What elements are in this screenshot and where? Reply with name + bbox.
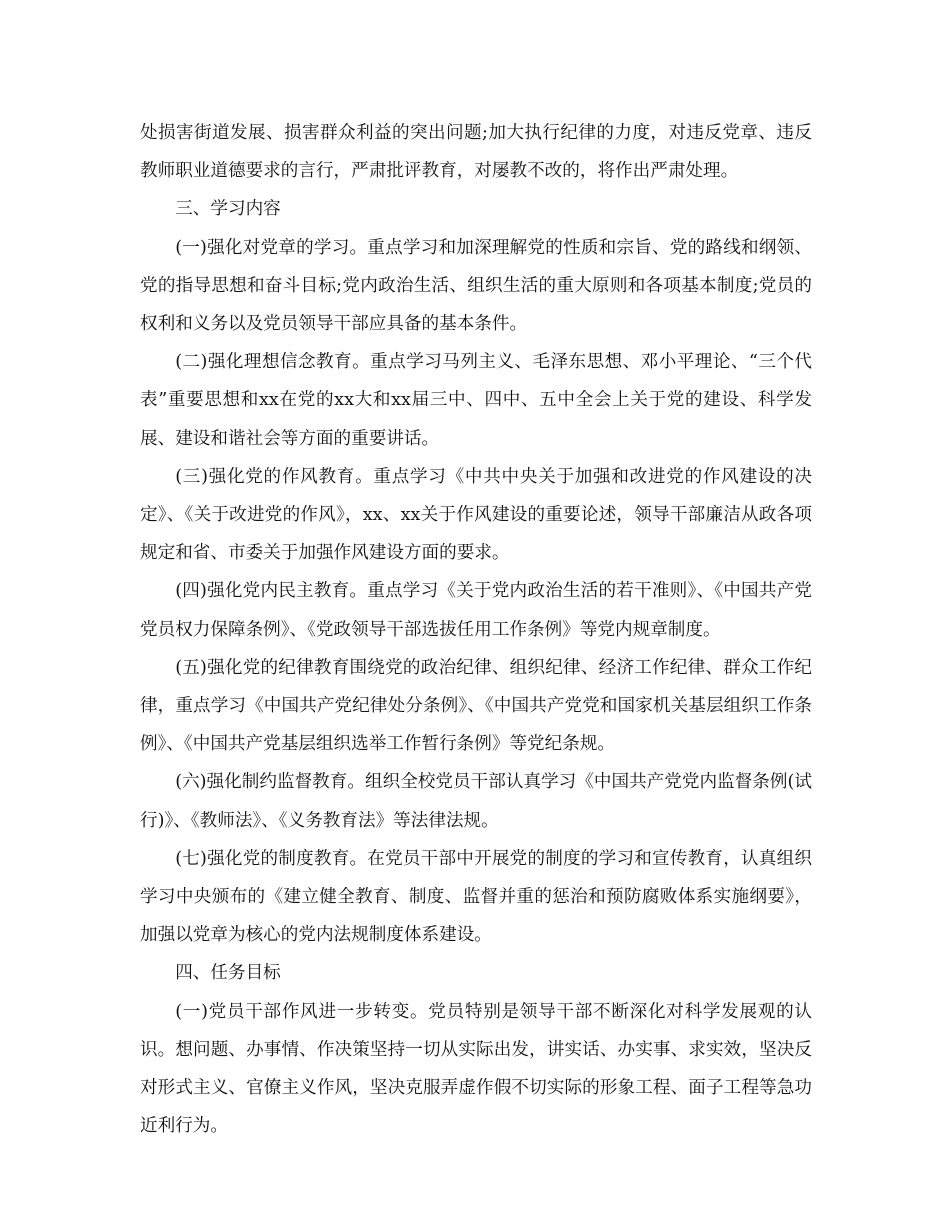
paragraph-party-constitution: (一)强化对党章的学习。重点学习和加深理解党的性质和宗旨、党的路线和纲领、党的指导思想和奋斗目标;党内政治生活、组织生活的重大原则和各项基本制度;党员的权利和义务以及党员领导干部应具备的基本条件。 <box>140 237 812 335</box>
paragraph-supervision: (六)强化制约监督教育。组织全校党员干部认真学习《中国共产党党内监督条例(试行)》、《教师法》、《义务教育法》等法律法规。 <box>140 772 812 831</box>
paragraph-ideals-beliefs: (二)强化理想信念教育。重点学习马列主义、毛泽东思想、邓小平理论、“三个代表”重要思想和xx在党的xx大和xx届三中、四中、五中全会上关于党的建设、科学发展、建设和谐社会等方面的重要讲话。 <box>140 352 812 449</box>
paragraph-party-system: (七)强化党的制度教育。在党员干部中开展党的制度的学习和宣传教育，认真组织学习中央颁布的《建立健全教育、制度、监督并重的惩治和预防腐败体系实施纲要》，加强以党章为核心的党内法规制度体系建设。 <box>140 848 812 946</box>
paragraph-inner-party-democracy: (四)强化党内民主教育。重点学习《关于党内政治生活的若干准则》、《中国共产党党员权力保障条例》、《党政领导干部选拔任用工作条例》等党内规章制度。 <box>140 581 812 640</box>
paragraph-party-discipline: (五)强化党的纪律教育围绕党的政治纪律、组织纪律、经济工作纪律、群众工作纪律，重点学习《中国共产党纪律处分条例》、《中国共产党党和国家机关基层组织工作条例》、《中国共产党基层组织选举工作暂行条例》等党纪条规。 <box>140 657 812 755</box>
section-heading-task-goals: 四、任务目标 <box>175 963 281 984</box>
paragraph-party-style: (三)强化党的作风教育。重点学习《中共中央关于加强和改进党的作风建设的决定》、《关于改进党的作风》，xx、xx关于作风建设的重要论述，领导干部廉洁从政各项规定和省、市委关于加强作风建设方面的要求。 <box>140 466 812 564</box>
section-heading-study-content: 三、学习内容 <box>175 199 281 220</box>
paragraph-cadre-style: (一)党员干部作风进一步转变。党员特别是领导干部不断深化对科学发展观的认识。想问题、办事情、作决策坚持一切从实际出发，讲实话、办实事、求实效，坚决反对形式主义、官僚主义作风，坚决克服弄虚作假不切实际的形象工程、面子工程等急功近利行为。 <box>140 1001 812 1137</box>
paragraph-continuation: 处损害街道发展、损害群众利益的突出问题;加大执行纪律的力度，对违反党章、违反教师职业道德要求的言行，严肃批评教育，对屡教不改的，将作出严肃处理。 <box>140 123 812 182</box>
document-body <box>140 114 812 1145</box>
